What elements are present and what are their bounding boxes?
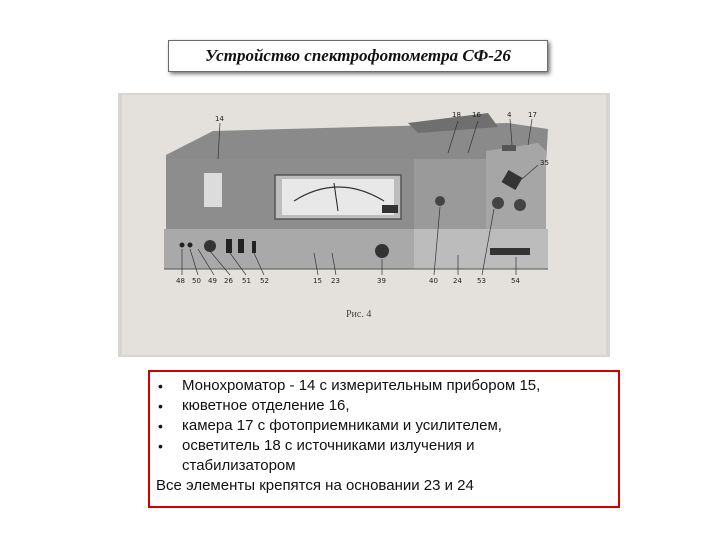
callout-39: 39 [377, 277, 386, 285]
callout-4: 4 [507, 111, 512, 119]
component-list [150, 372, 618, 476]
callout-40: 40 [429, 277, 438, 285]
list-item: • осветитель 18 с источниками излучения и стабилизатором [158, 437, 475, 474]
spectrophotometer-photo [118, 93, 610, 357]
callout-18: 18 [452, 111, 461, 119]
list-item: • Монохроматор - 14 с измерительным прибором 15, [158, 377, 541, 394]
callout-24: 24 [453, 277, 462, 285]
list-item: • кюветное отделение 16, [158, 397, 350, 414]
callout-50: 50 [192, 277, 201, 285]
callout-23: 23 [331, 277, 340, 285]
callout-14: 14 [215, 115, 224, 123]
bullet-icon: • [158, 398, 163, 414]
figure-caption: Рис. 4 [346, 309, 372, 320]
bullet-icon: • [158, 418, 163, 434]
description-box [148, 370, 620, 508]
list-item: • камера 17 с фотоприемниками и усилителем, [158, 417, 502, 434]
slide-title-box [168, 40, 548, 72]
callout-53: 53 [477, 277, 486, 285]
footer-text: Все элементы крепятся на основании 23 и 24 [156, 477, 474, 494]
callout-35: 35 [540, 159, 549, 167]
callout-48: 48 [176, 277, 185, 285]
callout-49: 49 [208, 277, 217, 285]
callout-17: 17 [528, 111, 537, 119]
callout-51: 51 [242, 277, 251, 285]
slide-title: Устройство спектрофотометра СФ-26 [205, 46, 511, 65]
callout-26: 26 [224, 277, 233, 285]
callout-16: 16 [472, 111, 481, 119]
bullet-icon: • [158, 378, 163, 394]
callout-52: 52 [260, 277, 269, 285]
callout-15: 15 [313, 277, 322, 285]
callout-54: 54 [511, 277, 520, 285]
bullet-icon: • [158, 438, 163, 454]
